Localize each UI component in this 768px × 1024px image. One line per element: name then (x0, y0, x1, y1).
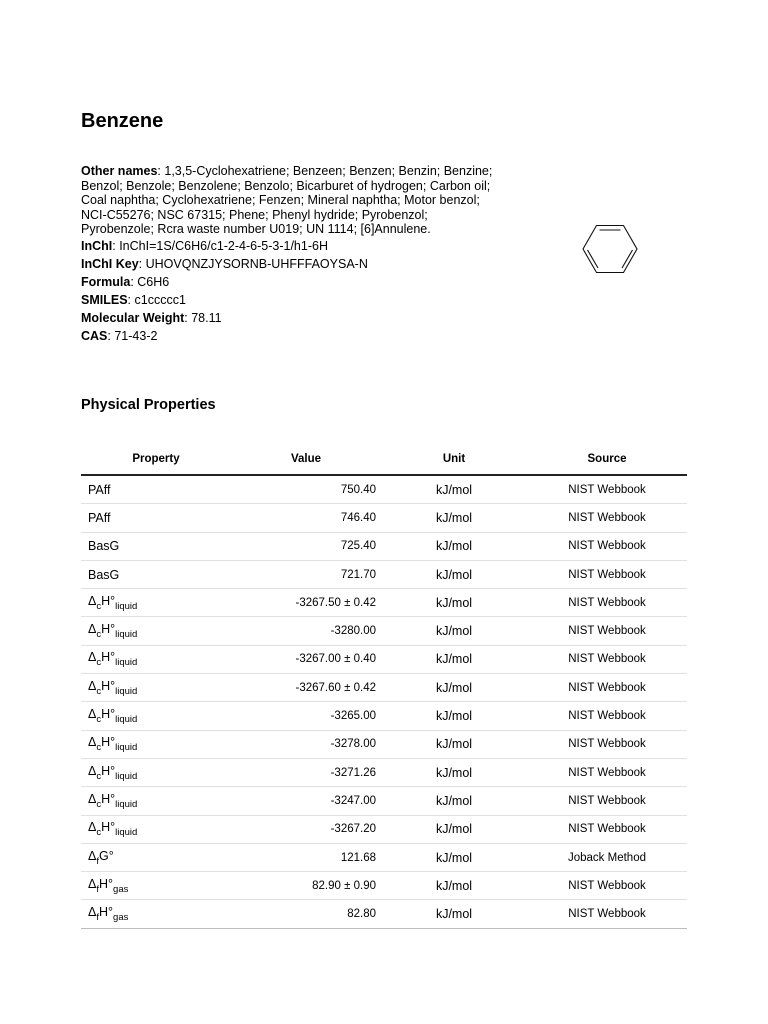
cell-source: NIST Webbook (527, 787, 687, 815)
table-row (81, 872, 687, 900)
cell-value: -3265.00 (231, 702, 381, 730)
property-subscript: c (96, 600, 102, 612)
cell-property: BasG (81, 532, 231, 560)
cell-source: NIST Webbook (527, 815, 687, 843)
cell-unit: kJ/mol (381, 475, 527, 504)
table-row (81, 560, 687, 588)
table-row (81, 645, 687, 673)
inchikey-field: InChI Key: UHOVQNZJYSORNB-UHFFFAOYSA-N (81, 256, 368, 271)
cell-unit: kJ/mol (381, 758, 527, 786)
property-symbol (88, 848, 114, 867)
property-symbol (88, 650, 138, 669)
property-base: H° (99, 905, 114, 920)
molecular-weight-value: 78.11 (191, 310, 222, 325)
formula-label: Formula (81, 274, 131, 289)
page-title: Benzene (81, 110, 164, 132)
property-subscript: f (96, 883, 99, 895)
property-phase-subscript: liquid (115, 770, 138, 782)
cell-source: NIST Webbook (527, 560, 687, 588)
property-subscript: f (96, 855, 99, 867)
cell-unit: kJ/mol (381, 730, 527, 758)
cell-unit: kJ/mol (381, 815, 527, 843)
delta-icon: Δ (88, 650, 97, 665)
molecular-weight-label: Molecular Weight (81, 310, 185, 325)
delta-icon: Δ (88, 791, 97, 806)
cell-unit: kJ/mol (381, 504, 527, 532)
other-names-label: Other names (81, 164, 158, 178)
cell-source: NIST Webbook (527, 900, 687, 928)
property-symbol (88, 593, 138, 612)
property-symbol (88, 707, 138, 726)
smiles-field: SMILES: c1ccccc1 (81, 292, 186, 307)
property-symbol (88, 763, 138, 782)
cell-value: -3267.00 ± 0.40 (231, 645, 381, 673)
cell-source: NIST Webbook (527, 872, 687, 900)
cell-source: Joback Method (527, 843, 687, 871)
delta-icon: Δ (88, 848, 97, 863)
delta-icon: Δ (88, 593, 97, 608)
cell-unit: kJ/mol (381, 900, 527, 928)
property-subscript: c (96, 770, 102, 782)
delta-icon: Δ (88, 905, 97, 920)
cell-unit: kJ/mol (381, 617, 527, 645)
property-phase-subscript: gas (113, 883, 129, 895)
cell-unit: kJ/mol (381, 674, 527, 702)
header-property: Property (81, 444, 231, 475)
formula-field: Formula: C6H6 (81, 274, 170, 289)
property-base: H° (101, 650, 116, 665)
property-phase-subscript: liquid (115, 714, 138, 726)
cell-unit: kJ/mol (381, 872, 527, 900)
property-base: H° (101, 791, 116, 806)
property-subscript: c (96, 827, 102, 839)
cell-value: 721.70 (231, 560, 381, 588)
other-names-field: Other names: 1,3,5-Cyclohexatriene; Benzeen; Benzen; Benzin; Benzine; Benzol; Benzole; Benzolene; Benzolo; Bicarburet of hydrogen; Carbon oil; Coal naphtha; Cyclohexatriene; Fenzen; Mineral naphtha; Motor benzol; NCI-C55276; NSC 67315; Phene; Phenyl hydride; Pyrobenzol; Pyrobenzole; Rcra waste number U019; UN 1114; [6]Annulene. (81, 164, 493, 236)
cell-property: BasG (81, 560, 231, 588)
property-symbol (88, 905, 129, 924)
property-symbol (88, 735, 138, 754)
cas-value: 71-43-2 (114, 328, 158, 343)
property-subscript: c (96, 685, 102, 697)
delta-icon: Δ (88, 678, 97, 693)
cell-source: NIST Webbook (527, 702, 687, 730)
table-row (81, 475, 687, 504)
property-base: H° (101, 763, 116, 778)
property-symbol (88, 876, 129, 895)
cell-property (81, 815, 231, 843)
table-row (81, 843, 687, 871)
property-base: H° (101, 593, 116, 608)
table-row (81, 702, 687, 730)
cell-property: PAff (81, 504, 231, 532)
inchi-field: InChI: InChI=1S/C6H6/c1-2-4-6-5-3-1/h1-6H (81, 238, 328, 253)
property-base: H° (101, 678, 116, 693)
property-base: H° (101, 707, 116, 722)
cell-property (81, 787, 231, 815)
cell-property (81, 900, 231, 928)
cell-source: NIST Webbook (527, 475, 687, 504)
cell-source: NIST Webbook (527, 532, 687, 560)
table-header-row (81, 444, 687, 475)
cell-property (81, 730, 231, 758)
cell-property (81, 872, 231, 900)
header-source: Source (527, 444, 687, 475)
cell-value: -3271.26 (231, 758, 381, 786)
table-row (81, 758, 687, 786)
table-row (81, 787, 687, 815)
inchikey-value: UHOVQNZJYSORNB-UHFFFAOYSA-N (145, 256, 368, 271)
cell-value: -3280.00 (231, 617, 381, 645)
cell-property (81, 674, 231, 702)
cell-source: NIST Webbook (527, 730, 687, 758)
benzene-structure-image (582, 224, 638, 274)
property-subscript: c (96, 714, 102, 726)
cell-unit: kJ/mol (381, 532, 527, 560)
smiles-value: c1ccccc1 (134, 292, 186, 307)
inchi-label: InChI (81, 238, 113, 253)
physical-properties-table (81, 444, 687, 929)
table-row (81, 730, 687, 758)
cell-unit: kJ/mol (381, 702, 527, 730)
property-subscript: c (96, 657, 102, 669)
property-symbol (88, 678, 138, 697)
table-row (81, 504, 687, 532)
property-phase-subscript: gas (113, 912, 129, 924)
cell-source: NIST Webbook (527, 645, 687, 673)
cas-label: CAS (81, 328, 108, 343)
cell-source: NIST Webbook (527, 589, 687, 617)
cell-property (81, 702, 231, 730)
cell-value: 82.90 ± 0.90 (231, 872, 381, 900)
delta-icon: Δ (88, 735, 97, 750)
cell-value: -3278.00 (231, 730, 381, 758)
property-base: H° (101, 735, 116, 750)
cell-value: -3267.50 ± 0.42 (231, 589, 381, 617)
table-row (81, 589, 687, 617)
cell-value: -3267.20 (231, 815, 381, 843)
property-phase-subscript: liquid (115, 600, 138, 612)
header-unit: Unit (381, 444, 527, 475)
other-names-value: 1,3,5-Cyclohexatriene; Benzeen; Benzen; Benzin; Benzine; Benzol; Benzole; Benzolene; Benzolo; Bicarburet of hydrogen; Carbon oil; Coal naphtha; Cyclohexatriene; Fenzen; Mineral naphtha; Motor benzol; NCI-C55276; NSC 67315; Phene; Phenyl hydride; Pyrobenzol; Pyrobenzole; Rcra waste number U019; UN 1114; [6]Annulene. (81, 164, 493, 236)
header-value: Value (231, 444, 381, 475)
delta-icon: Δ (88, 763, 97, 778)
cell-source: NIST Webbook (527, 504, 687, 532)
property-phase-subscript: liquid (115, 798, 138, 810)
property-phase-subscript: liquid (115, 742, 138, 754)
property-base: H° (101, 622, 116, 637)
inchikey-label: InChI Key (81, 256, 139, 271)
property-symbol (88, 820, 138, 839)
property-base: H° (99, 876, 114, 891)
cas-field: CAS: 71-43-2 (81, 328, 158, 343)
cell-value: -3247.00 (231, 787, 381, 815)
property-subscript: c (96, 798, 102, 810)
table-body (81, 475, 687, 928)
property-subscript: f (96, 912, 99, 924)
delta-icon: Δ (88, 622, 97, 637)
property-phase-subscript: liquid (115, 657, 138, 669)
delta-icon: Δ (88, 707, 97, 722)
cell-value: 82.80 (231, 900, 381, 928)
property-subscript: c (96, 742, 102, 754)
table-row (81, 674, 687, 702)
property-phase-subscript: liquid (115, 685, 138, 697)
delta-icon: Δ (88, 820, 97, 835)
cell-value: 750.40 (231, 475, 381, 504)
property-subscript: c (96, 629, 102, 641)
cell-property (81, 758, 231, 786)
section-title: Physical Properties (81, 397, 216, 413)
table-row (81, 532, 687, 560)
property-symbol (88, 622, 138, 641)
table-row (81, 815, 687, 843)
cell-unit: kJ/mol (381, 560, 527, 588)
property-symbol (88, 791, 138, 810)
cell-property: PAff (81, 475, 231, 504)
cell-unit: kJ/mol (381, 843, 527, 871)
cell-value: 746.40 (231, 504, 381, 532)
formula-value: C6H6 (137, 274, 170, 289)
property-base: H° (101, 820, 116, 835)
cell-value: 121.68 (231, 843, 381, 871)
cell-unit: kJ/mol (381, 589, 527, 617)
cell-source: NIST Webbook (527, 758, 687, 786)
cell-source: NIST Webbook (527, 617, 687, 645)
table-row (81, 617, 687, 645)
cell-source: NIST Webbook (527, 674, 687, 702)
cell-property (81, 843, 231, 871)
molecular-weight-field: Molecular Weight: 78.11 (81, 310, 222, 325)
smiles-label: SMILES (81, 292, 128, 307)
cell-value: -3267.60 ± 0.42 (231, 674, 381, 702)
delta-icon: Δ (88, 876, 97, 891)
cell-property (81, 589, 231, 617)
property-base: G° (99, 848, 114, 863)
cell-property (81, 617, 231, 645)
inchi-value: InChI=1S/C6H6/c1-2-4-6-5-3-1/h1-6H (119, 238, 328, 253)
property-phase-subscript: liquid (115, 629, 138, 641)
compound-info (81, 164, 501, 347)
cell-property (81, 645, 231, 673)
table-row (81, 900, 687, 928)
cell-value: 725.40 (231, 532, 381, 560)
cell-unit: kJ/mol (381, 645, 527, 673)
property-phase-subscript: liquid (115, 827, 138, 839)
cell-unit: kJ/mol (381, 787, 527, 815)
